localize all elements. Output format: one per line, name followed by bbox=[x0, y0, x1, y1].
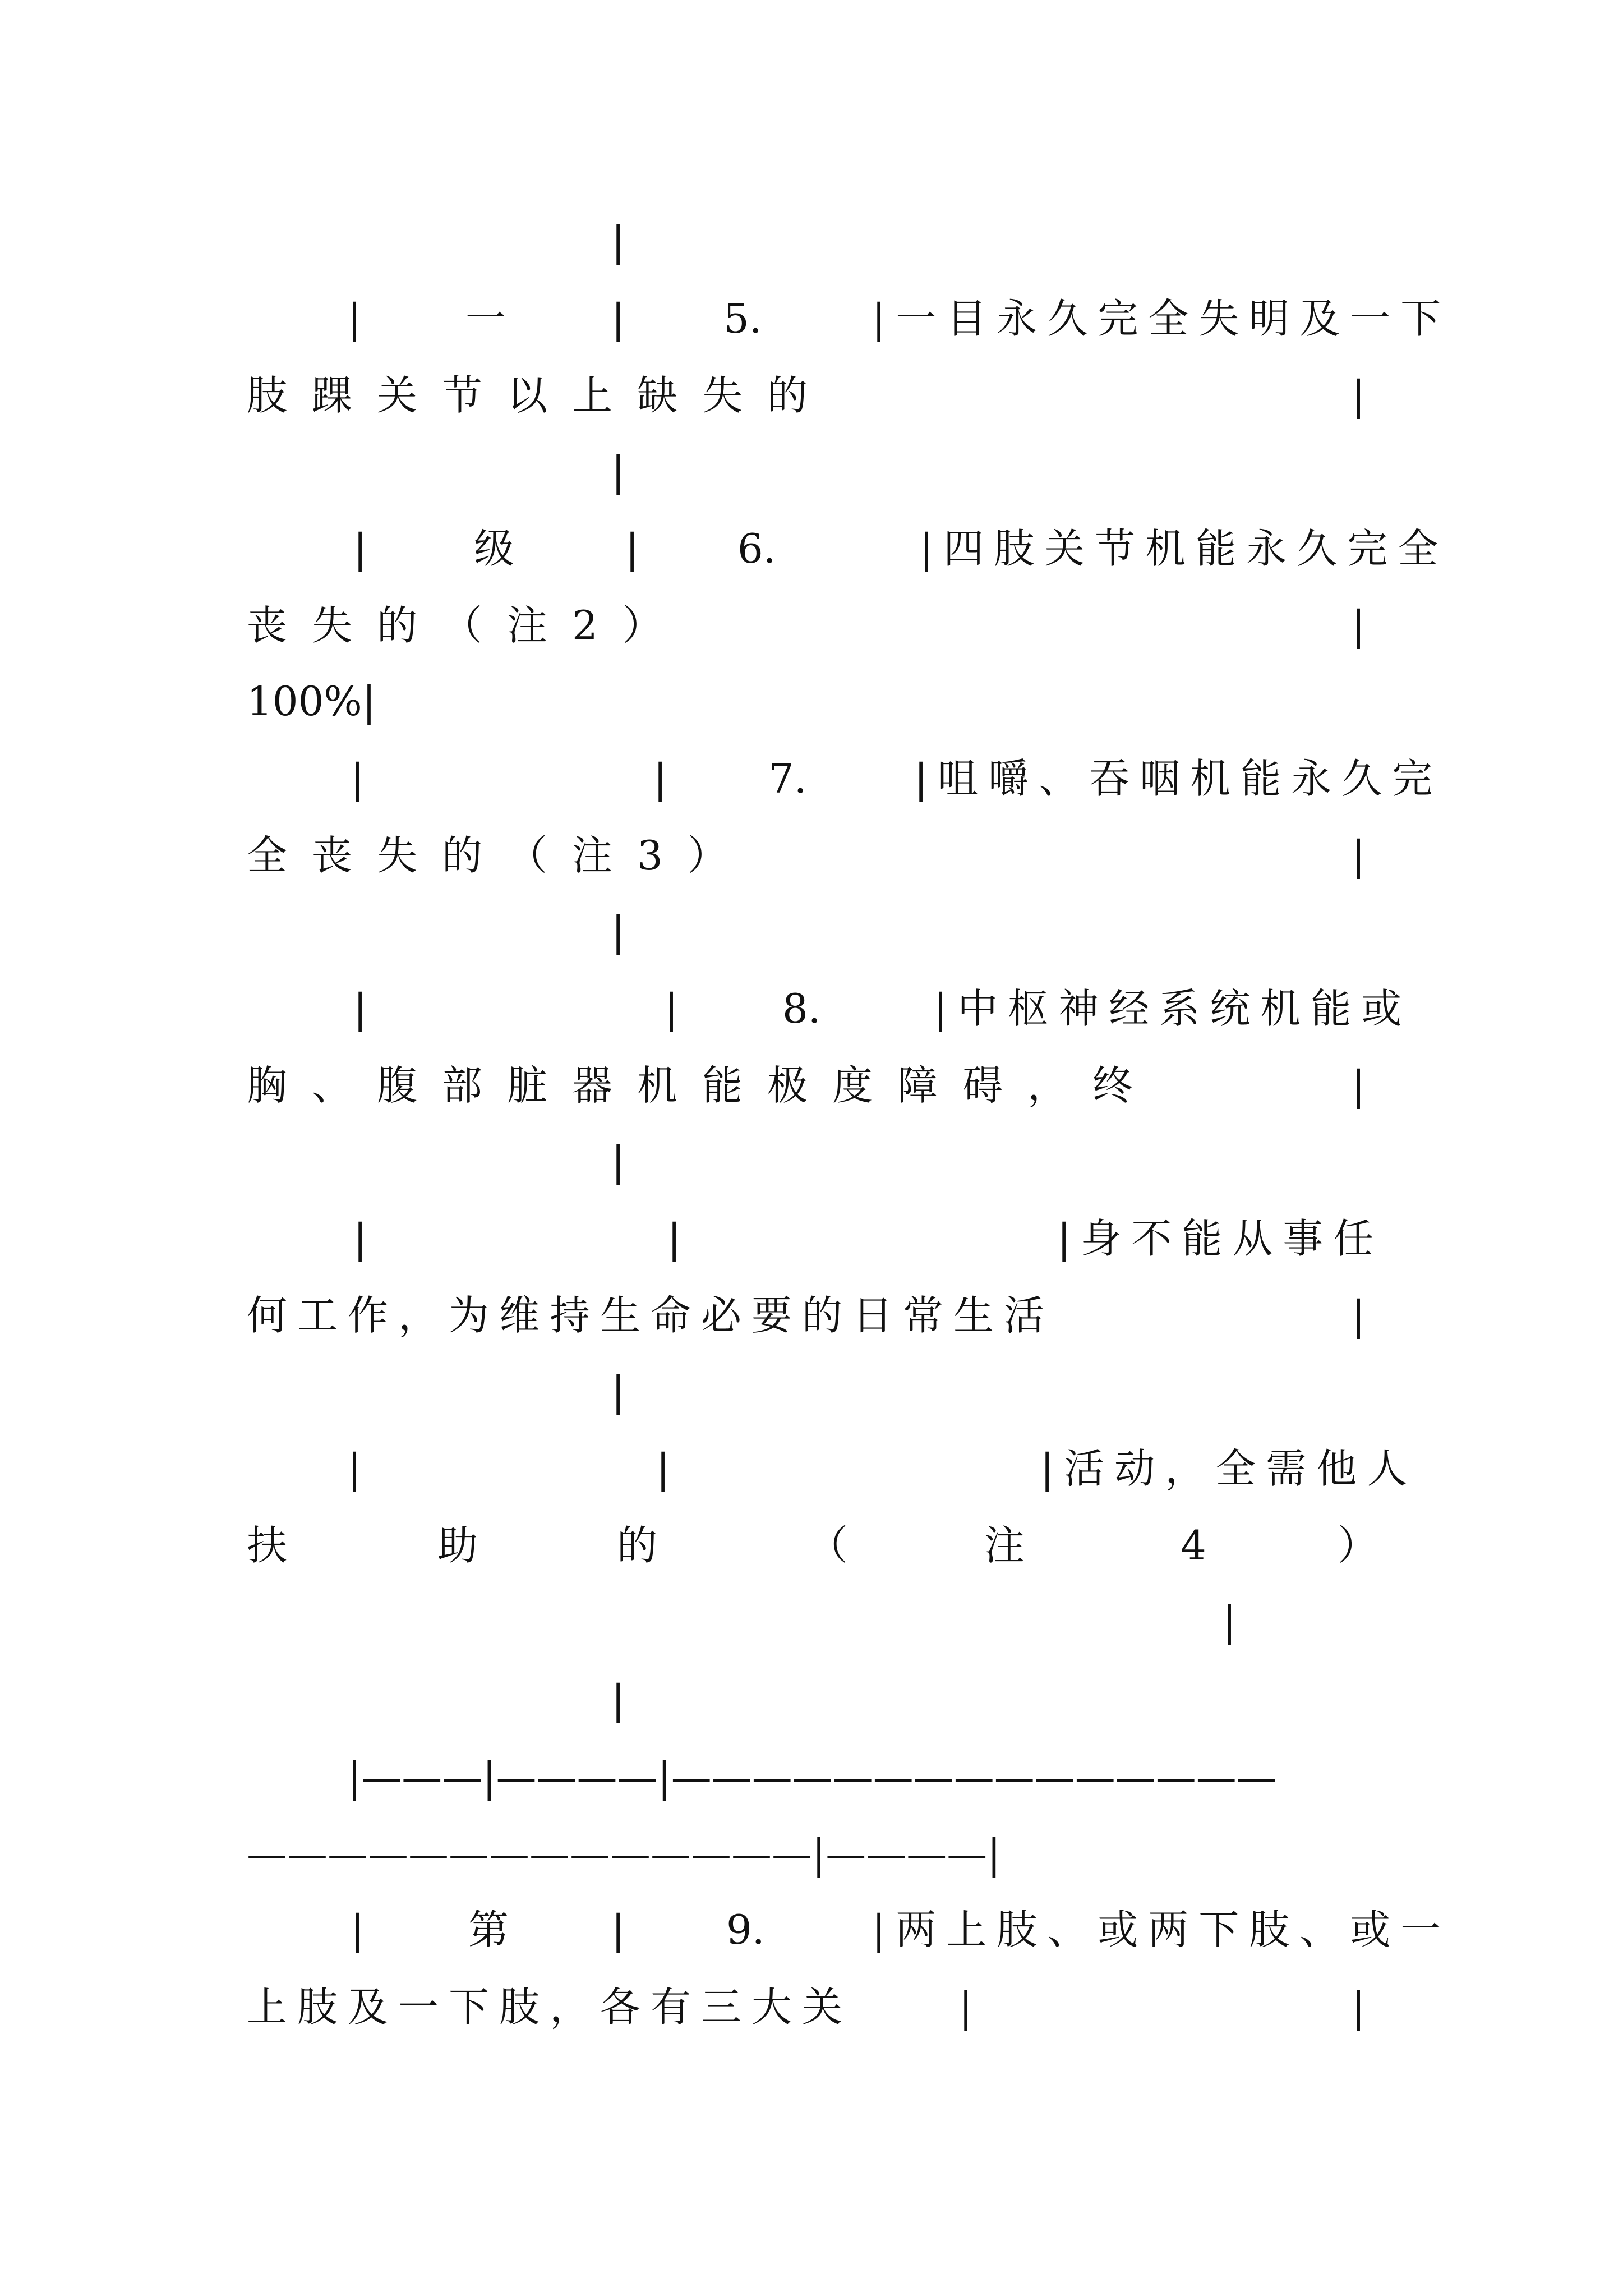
text-line bbox=[0, 291, 1623, 352]
text-line bbox=[0, 1057, 1623, 1119]
table-border: | bbox=[611, 1906, 625, 1953]
item-number: 6. bbox=[737, 525, 776, 572]
table-border: | bbox=[1352, 1292, 1366, 1339]
item-number: 7. bbox=[768, 755, 807, 802]
table-border: | bbox=[1352, 602, 1366, 649]
table-border: | bbox=[1352, 1984, 1366, 2031]
text-line bbox=[0, 1593, 1623, 1655]
table-rule: ——————————————|————| bbox=[247, 1830, 1001, 1878]
table-cell-grade: 级 bbox=[474, 525, 515, 572]
text-line bbox=[0, 443, 1623, 505]
table-border: | bbox=[611, 908, 625, 955]
item-description: 丧失的（注2） bbox=[247, 602, 688, 649]
text-line bbox=[0, 1287, 1623, 1349]
item-description: 全丧失的（注3） bbox=[247, 832, 753, 879]
table-border: | bbox=[1352, 372, 1366, 419]
item-number: 8. bbox=[782, 985, 821, 1032]
item-description: |活动，全需他人 bbox=[1040, 1445, 1418, 1492]
text-line bbox=[0, 1133, 1623, 1195]
table-border: | bbox=[1352, 1062, 1366, 1109]
text-line bbox=[0, 213, 1623, 275]
table-border: | bbox=[611, 295, 625, 342]
text-line bbox=[0, 1363, 1623, 1425]
item-description: 4 bbox=[1181, 1522, 1206, 1569]
item-description: |身不能从事任 bbox=[1057, 1215, 1384, 1262]
table-border: | bbox=[611, 1676, 625, 1723]
table-border: | bbox=[656, 1445, 670, 1492]
text-line bbox=[0, 1517, 1623, 1579]
table-border: | bbox=[611, 1368, 625, 1415]
payout-percentage: 100%| bbox=[247, 678, 376, 725]
text-line bbox=[0, 1902, 1623, 1963]
table-border: | bbox=[625, 525, 639, 572]
item-description: 上肢及一下肢，各有三大关 bbox=[247, 1984, 853, 2031]
table-border: | bbox=[351, 1906, 365, 1953]
text-line bbox=[0, 981, 1623, 1042]
item-number: 5. bbox=[723, 295, 762, 342]
item-description: （ bbox=[808, 1522, 849, 1569]
table-border: | bbox=[351, 755, 365, 802]
table-border: | bbox=[653, 755, 667, 802]
table-border: | bbox=[348, 295, 362, 342]
item-number: 9. bbox=[726, 1906, 765, 1953]
item-description: 助 bbox=[437, 1522, 478, 1569]
table-border: | bbox=[611, 448, 625, 495]
item-description: ） bbox=[1338, 1522, 1378, 1569]
table-border: | bbox=[1223, 1598, 1237, 1645]
text-line bbox=[0, 751, 1623, 812]
table-border: | bbox=[348, 1445, 362, 1492]
table-border: | bbox=[665, 985, 679, 1032]
text-line bbox=[0, 1672, 1623, 1733]
item-description: 注 bbox=[984, 1522, 1025, 1569]
table-border: | bbox=[353, 985, 367, 1032]
table-border: | bbox=[1352, 832, 1366, 879]
table-border: | bbox=[959, 1984, 973, 2031]
table-cell-grade: 一 bbox=[465, 295, 506, 342]
text-line bbox=[0, 673, 1623, 735]
text-line bbox=[0, 367, 1623, 429]
item-description: |咀嚼、吞咽机能永久完 bbox=[914, 755, 1443, 802]
item-description: |两上肢、或两下肢、或一 bbox=[872, 1906, 1451, 1953]
table-border: | bbox=[353, 525, 367, 572]
text-line bbox=[0, 827, 1623, 889]
text-line bbox=[0, 1749, 1623, 1811]
item-description: 扶 bbox=[247, 1522, 288, 1569]
text-line bbox=[0, 903, 1623, 965]
item-description: 胸、腹部脏器机能极度障碍，终 bbox=[247, 1062, 1158, 1109]
table-cell-grade: 第 bbox=[468, 1906, 509, 1953]
text-line bbox=[0, 1441, 1623, 1502]
text-line bbox=[0, 521, 1623, 582]
text-line bbox=[0, 1826, 1623, 1888]
item-description: 何工作，为维持生命必要的日常生活 bbox=[247, 1292, 1055, 1339]
item-description: |中枢神经系统机能或 bbox=[934, 985, 1412, 1032]
item-description: |四肢关节机能永久完全 bbox=[920, 525, 1449, 572]
table-border: | bbox=[667, 1215, 681, 1262]
item-description: |一目永久完全失明及一下 bbox=[872, 295, 1451, 342]
text-line bbox=[0, 1979, 1623, 2041]
item-description: 肢踝关节以上缺失的 bbox=[247, 372, 833, 419]
text-line bbox=[0, 1211, 1623, 1272]
table-border: | bbox=[611, 1138, 625, 1185]
text-line bbox=[0, 597, 1623, 659]
table-rule: |———|————|——————————————— bbox=[348, 1754, 1277, 1801]
table-border: | bbox=[611, 218, 625, 265]
table-border: | bbox=[353, 1215, 367, 1262]
item-description: 的 bbox=[617, 1522, 658, 1569]
